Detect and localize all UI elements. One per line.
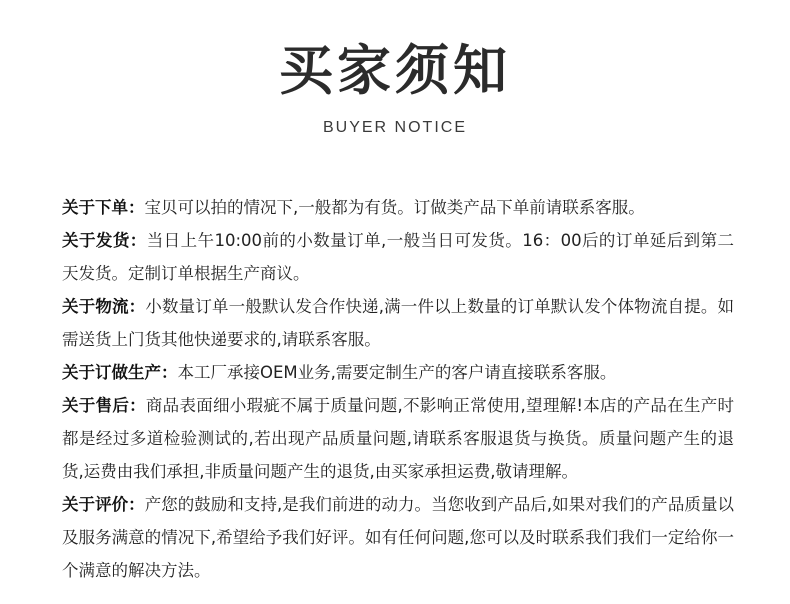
page-subtitle: BUYER NOTICE bbox=[322, 119, 467, 136]
notice-text: 本工厂承接OEM业务,需要定制生产的客户请直接联系客服。 bbox=[177, 363, 617, 382]
notice-label: 关于发货： bbox=[62, 231, 147, 250]
notice-text: 当日上午10:00前的小数量订单,一般当日可发货。16：00后的订单延后到第二天发货。定制订单根据生产商议。 bbox=[62, 231, 735, 283]
notice-logistics bbox=[62, 290, 734, 356]
page-title: 买家须知 bbox=[279, 39, 511, 102]
notice-label: 关于售后： bbox=[62, 396, 146, 415]
notice-reviews bbox=[62, 488, 734, 587]
notice-label: 关于下单： bbox=[62, 198, 145, 217]
notice-after-sales bbox=[62, 389, 734, 488]
notice-label: 关于评价： bbox=[62, 495, 145, 514]
notice-custom-production bbox=[62, 356, 734, 389]
notice-list bbox=[62, 191, 734, 587]
notice-text: 产您的鼓励和支持,是我们前进的动力。当您收到产品后,如果对我们的产品质量以及服务满意的情况下,希望给予我们好评。如有任何问题,您可以及时联系我们我们一定给你一个满意的解决方法。 bbox=[62, 495, 734, 580]
notice-ordering bbox=[62, 191, 734, 224]
notice-label: 关于订做生产： bbox=[62, 363, 178, 382]
notice-text: 商品表面细小瑕疵不属于质量问题,不影响正常使用,望理解!本店的产品在生产时都是经过多道检验测试的,若出现产品质量问题,请联系客服退货与换货。质量问题产生的退货,运费由我们承担,非质量问题产生的退货,由买家承担运费,敬请理解。 bbox=[62, 396, 734, 481]
notice-text: 小数量订单一般默认发合作快递,满一件以上数量的订单默认发个体物流自提。如需送货上门货其他快递要求的,请联系客服。 bbox=[62, 297, 734, 349]
notice-label: 关于物流： bbox=[62, 297, 146, 316]
notice-shipping bbox=[62, 224, 734, 290]
notice-text: 宝贝可以拍的情况下,一般都为有货。订做类产品下单前请联系客服。 bbox=[144, 198, 645, 217]
